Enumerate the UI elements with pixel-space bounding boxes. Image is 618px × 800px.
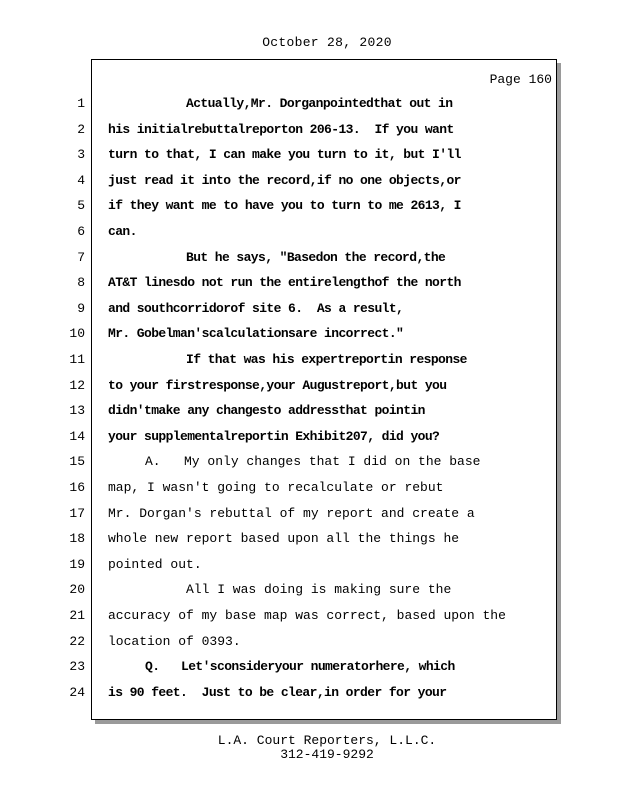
line-number: 21	[69, 608, 85, 623]
line-text: If that was his expertreportin response	[186, 352, 467, 367]
line-number: 19	[69, 557, 85, 572]
line-text: if they want me to have you to turn to me 2613, I	[108, 198, 461, 213]
line-number: 9	[77, 301, 85, 316]
line-number: 7	[77, 250, 85, 265]
line-text: is 90 feet. Just to be clear,in order for your	[108, 685, 447, 700]
line-text: your supplementalreportin Exhibit207, did you?	[108, 429, 440, 444]
line-number: 14	[69, 429, 85, 444]
line-text: Actually,Mr. Dorganpointedthat out in	[186, 96, 453, 111]
line-number: 16	[69, 480, 85, 495]
line-text: Mr. Dorgan's rebuttal of my report and create a	[108, 506, 475, 521]
line-number: 4	[77, 173, 85, 188]
line-text: to your firstresponse,your Augustreport,but you	[108, 378, 447, 393]
line-text: A. My only changes that I did on the base	[145, 454, 481, 469]
line-text: can.	[108, 224, 137, 239]
line-number: 12	[69, 378, 85, 393]
line-text: his initialrebuttalreporton 206-13. If you want	[108, 122, 454, 137]
line-text: But he says, "Basedon the record,the	[186, 250, 446, 265]
line-number: 18	[69, 531, 85, 546]
line-text: whole new report based upon all the things he	[108, 531, 460, 546]
line-number: 24	[69, 685, 85, 700]
line-number: 22	[69, 634, 85, 649]
line-number: 20	[69, 582, 85, 597]
line-text: just read it into the record,if no one objects,or	[108, 173, 461, 188]
line-text: didn'tmake any changesto addressthat pointin	[108, 403, 425, 418]
header-date: October 28, 2020	[262, 35, 392, 50]
line-text: Mr. Gobelman'scalculationsare incorrect."	[108, 326, 404, 341]
line-number: 8	[77, 275, 85, 290]
line-text: location of 0393.	[108, 634, 241, 649]
line-text: Q. Let'sconsideryour numeratorhere, which	[145, 659, 455, 674]
line-text: accuracy of my base map was correct, based upon the	[108, 608, 506, 623]
line-number: 15	[69, 454, 85, 469]
footer-company: L.A. Court Reporters, L.L.C.	[217, 733, 437, 748]
line-number: 6	[77, 224, 85, 239]
line-number: 11	[69, 352, 85, 367]
line-number: 13	[69, 403, 85, 418]
line-text: AT&T linesdo not run the entirelengthof the north	[108, 275, 461, 290]
line-number: 10	[69, 326, 85, 341]
footer-phone: 312-419-9292	[280, 747, 374, 762]
line-number: 1	[77, 96, 85, 111]
line-text: turn to that, I can make you turn to it, but I'll	[108, 147, 461, 162]
line-number: 5	[77, 198, 85, 213]
line-number: 2	[77, 122, 85, 137]
line-number: 3	[77, 147, 85, 162]
line-number: 23	[69, 659, 85, 674]
line-text: and southcorridorof site 6. As a result,	[108, 301, 404, 316]
line-number: 17	[69, 506, 85, 521]
line-text: pointed out.	[108, 557, 202, 572]
line-text: map, I wasn't going to recalculate or rebut	[108, 480, 444, 495]
line-text: All I was doing is making sure the	[186, 582, 452, 597]
page-number: Page 160	[489, 72, 552, 87]
